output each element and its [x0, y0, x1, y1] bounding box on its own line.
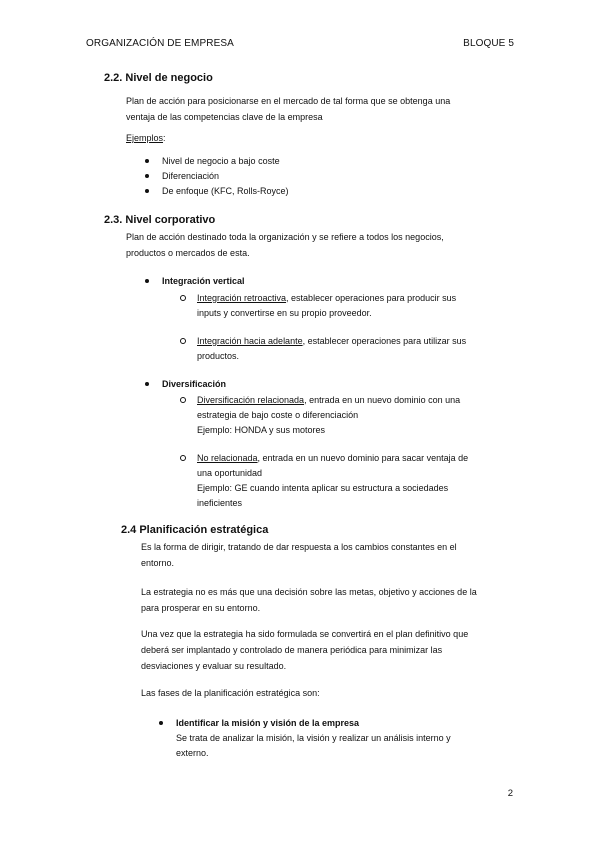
header-subject: ORGANIZACIÓN DE EMPRESA	[86, 38, 234, 49]
section-2-2-title: 2.2. Nivel de negocio	[104, 72, 213, 84]
sublist	[197, 334, 466, 364]
list-item-continuation: estrategia de bajo coste o diferenciación	[197, 410, 359, 420]
list-item-continuation: ineficientes	[197, 498, 243, 508]
sublist-item	[197, 291, 456, 321]
list-item-continuation: Ejemplo: HONDA y sus motores	[197, 425, 326, 435]
list-item	[197, 393, 460, 408]
list-item-continuation: externo.	[176, 748, 209, 758]
section-2-4-paragraph	[141, 626, 468, 674]
sublist	[197, 451, 468, 511]
list-item-continuation: productos.	[197, 351, 240, 361]
examples-label-text: Ejemplos	[126, 133, 164, 143]
paragraph-line: para prosperar en su entorno.	[141, 603, 261, 613]
sublist	[197, 393, 460, 438]
list-item: Diversificación	[162, 377, 226, 392]
header-block: BLOQUE 5	[463, 38, 514, 49]
list-item: Nivel de negocio a bajo coste	[162, 154, 289, 169]
examples-label	[126, 130, 166, 146]
list-item-continuation: Se trata de analizar la misión, la visión y realizar un análisis interno y	[176, 733, 451, 743]
diversification-list	[162, 377, 226, 392]
paragraph-line: desviaciones y evaluar su resultado.	[141, 661, 287, 671]
paragraph-line: productos o mercados de esta.	[126, 248, 250, 258]
list-item	[197, 451, 468, 466]
term-description: , establecer operaciones para producir sus	[286, 293, 457, 303]
list-item: Diferenciación	[162, 169, 289, 184]
list-item-continuation: Ejemplo: GE cuando intenta aplicar su estructura a sociedades	[197, 483, 449, 493]
paragraph-line: entorno.	[141, 558, 175, 568]
list-item-continuation: una oportunidad	[197, 468, 263, 478]
section-2-4-title: 2.4 Planificación estratégica	[121, 524, 269, 536]
paragraph-line: deberá ser implantado y controlado de manera periódica para minimizar las	[141, 645, 443, 655]
page-number: 2	[507, 788, 513, 799]
list-item	[197, 334, 466, 349]
paragraph-line: ventaja de las competencias clave de la empresa	[126, 112, 323, 122]
paragraph-line: Es la forma de dirigir, tratando de dar respuesta a los cambios constantes en el	[141, 542, 457, 552]
sublist-item	[197, 334, 466, 364]
section-2-3-title: 2.3. Nivel corporativo	[104, 214, 216, 226]
list-item	[197, 291, 456, 306]
paragraph-line: Plan de acción destinado toda la organización y se refiere a todos los negocios,	[126, 232, 444, 242]
term-description: , entrada en un nuevo dominio con una	[304, 395, 461, 405]
section-2-3-paragraph	[126, 229, 444, 261]
paragraph-line: La estrategia no es más que una decisión sobre las metas, objetivo y acciones de la	[141, 587, 477, 597]
section-2-4-paragraph	[141, 584, 477, 616]
section-2-2-paragraph	[126, 93, 450, 125]
term-description: , entrada en un nuevo dominio para sacar ventaja de	[257, 453, 469, 463]
paragraph-line: Plan de acción para posicionarse en el mercado de tal forma que se obtenga una	[126, 96, 451, 106]
term: Integración hacia adelante	[197, 336, 303, 346]
paragraph-line: Una vez que la estrategia ha sido formulada se convertirá en el plan definitivo que	[141, 629, 469, 639]
sublist	[197, 291, 456, 321]
list-item: Integración vertical	[162, 274, 245, 289]
term: No relacionada	[197, 453, 258, 463]
phases-intro: Las fases de la planificación estratégica son:	[141, 688, 320, 698]
sublist-item	[197, 393, 460, 438]
examples-colon: :	[163, 133, 166, 143]
list-item: De enfoque (KFC, Rolls-Royce)	[162, 184, 289, 199]
phase-item	[176, 716, 451, 761]
list-item-continuation: inputs y convertirse en su propio proveedor.	[197, 308, 372, 318]
term: Diversificación relacionada	[197, 395, 305, 405]
phase-list	[176, 716, 451, 761]
section-2-4-paragraph	[141, 539, 457, 571]
list-item: Identificar la misión y visión de la empresa	[176, 716, 451, 731]
vertical-integration-list	[162, 274, 245, 289]
term-description: , establecer operaciones para utilizar sus	[302, 336, 467, 346]
sublist-item	[197, 451, 468, 511]
examples-list	[162, 154, 289, 199]
term: Integración retroactiva	[197, 293, 287, 303]
